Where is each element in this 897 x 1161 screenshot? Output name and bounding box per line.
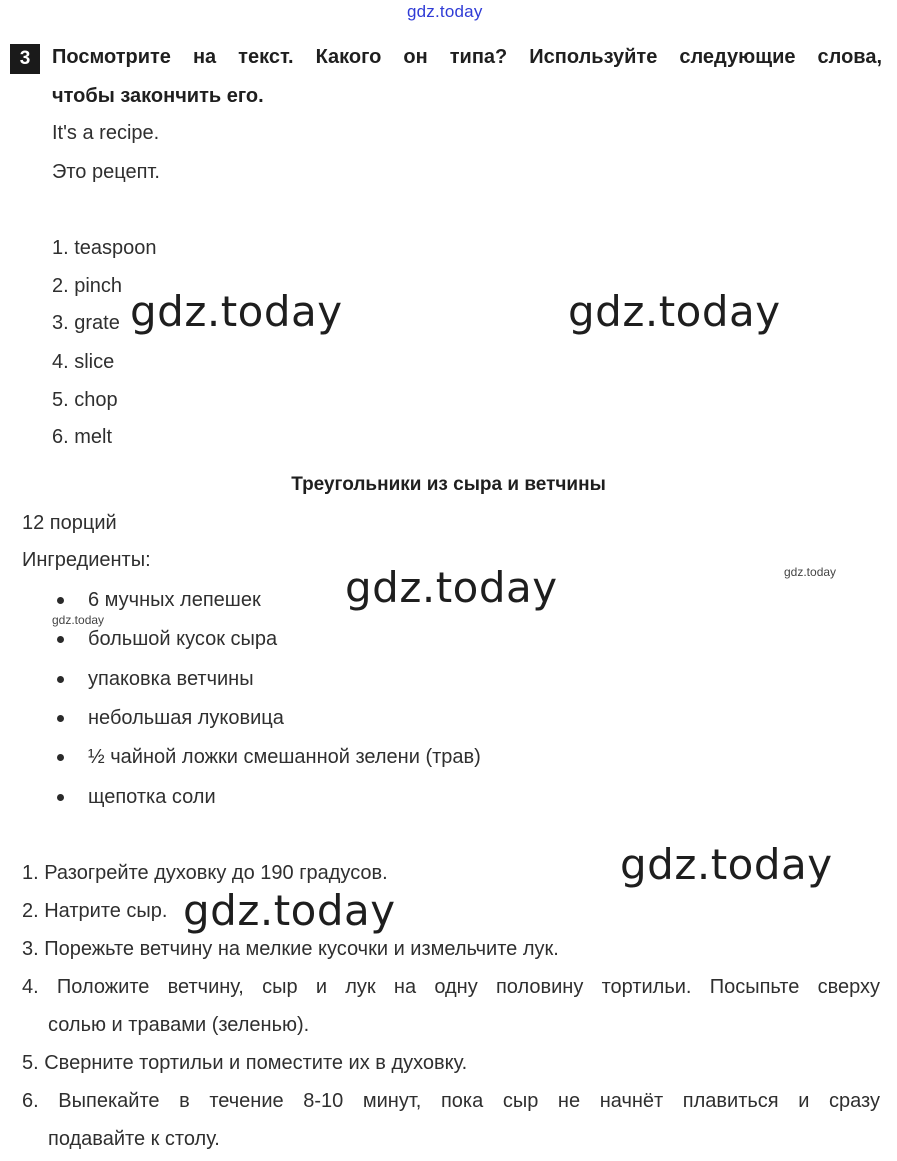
ingredient-item: упаковка ветчины xyxy=(88,668,254,690)
ingredient-item: щепотка соли xyxy=(88,786,216,808)
bullet-icon xyxy=(57,636,64,643)
ingredient-item: небольшая луковица xyxy=(88,707,284,729)
word-item: 3. grate xyxy=(52,312,120,334)
bullet-icon xyxy=(57,754,64,761)
answer-english: It's a recipe. xyxy=(52,122,160,144)
watermark-big: gdz.today xyxy=(568,287,781,336)
task-instruction-line2: чтобы закончить его. xyxy=(52,85,264,107)
word-item: 6. melt xyxy=(52,426,113,448)
watermark-big: gdz.today xyxy=(183,886,396,935)
bullet-icon xyxy=(57,715,64,722)
recipe-step: 1. Разогрейте духовку до 190 градусов. xyxy=(22,862,388,884)
bullet-icon xyxy=(57,676,64,683)
recipe-step: 4. Положите ветчину, сыр и лук на одну половину тортильи. Посыпьте сверху xyxy=(22,976,880,998)
ingredient-item: ½ чайной ложки смешанной зелени (трав) xyxy=(88,746,481,768)
recipe-step: 6. Выпекайте в течение 8-10 минут, пока сыр не начнёт плавиться и сразу xyxy=(22,1090,880,1112)
recipe-step-continued: солью и травами (зеленью). xyxy=(48,1014,310,1036)
watermark-big: gdz.today xyxy=(345,563,558,612)
ingredient-item: 6 мучных лепешек xyxy=(88,589,261,611)
recipe-step: 3. Порежьте ветчину на мелкие кусочки и измельчите лук. xyxy=(22,938,559,960)
watermark-big: gdz.today xyxy=(130,287,343,336)
watermark-small: gdz.today xyxy=(784,565,837,579)
word-item: 5. chop xyxy=(52,389,118,411)
watermark-big: gdz.today xyxy=(620,840,833,889)
task-number-badge: 3 xyxy=(10,44,40,74)
bullet-icon xyxy=(57,794,64,801)
ingredient-item: большой кусок сыра xyxy=(88,628,278,650)
recipe-title: Треугольники из сыра и ветчины xyxy=(291,474,606,495)
recipe-step: 5. Сверните тортильи и поместите их в духовку. xyxy=(22,1052,468,1074)
recipe-servings: 12 порций xyxy=(22,512,117,534)
word-item: 1. teaspoon xyxy=(52,237,157,259)
word-item: 2. pinch xyxy=(52,275,123,297)
bullet-icon xyxy=(57,597,64,604)
answer-russian: Это рецепт. xyxy=(52,161,160,183)
recipe-step: 2. Натрите сыр. xyxy=(22,900,168,922)
watermark-small: gdz.today xyxy=(52,613,105,627)
word-item: 4. slice xyxy=(52,351,115,373)
recipe-step-continued: подавайте к столу. xyxy=(48,1128,220,1150)
ingredients-label: Ингредиенты: xyxy=(22,549,151,571)
task-instruction-line1: Посмотрите на текст. Какого он типа? Используйте следующие слова, xyxy=(52,46,882,68)
watermark-top: gdz.today xyxy=(407,2,483,21)
